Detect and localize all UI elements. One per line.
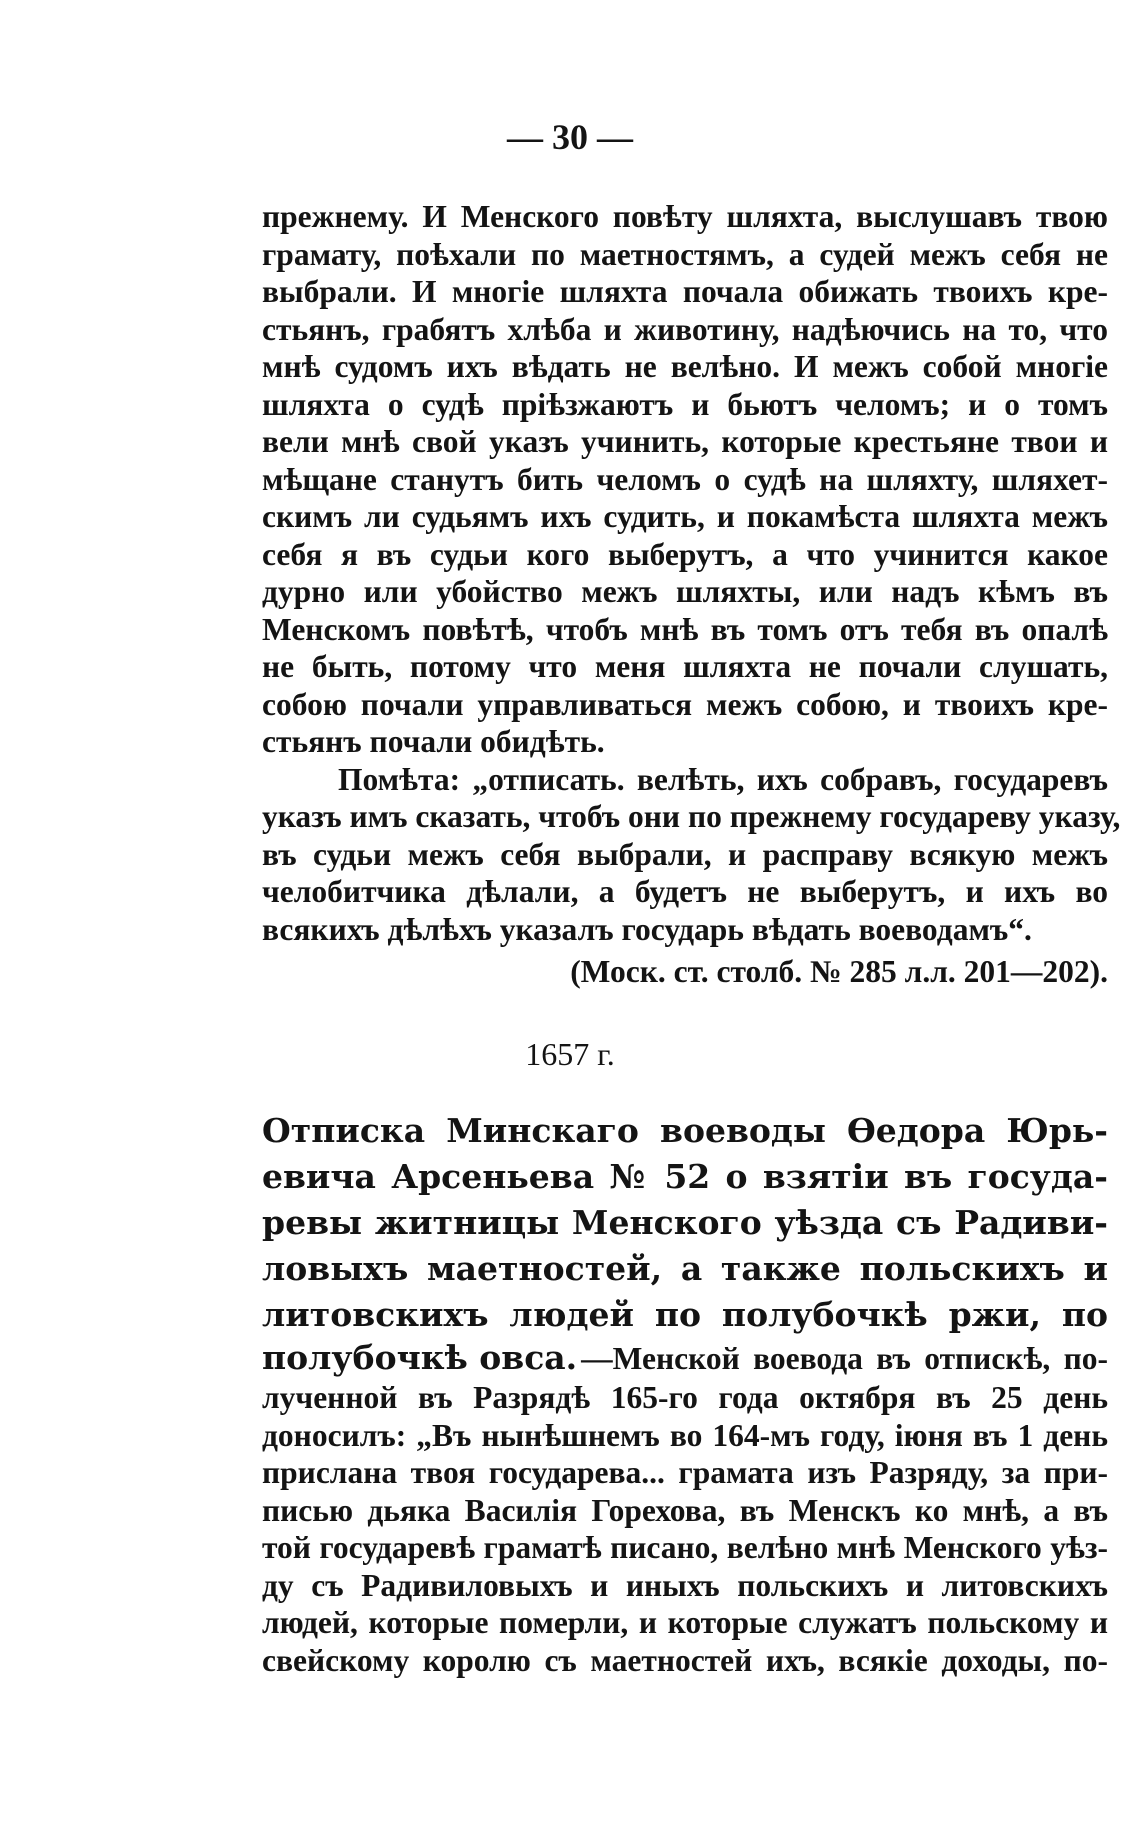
text-line: прежнему. И Менского повѣту шляхта, выслушавъ твою: [262, 199, 1108, 234]
page-number: — 30 —: [507, 117, 633, 157]
document-heading-block: [262, 1108, 1108, 1679]
text-line: грамату, поѣхали по маетностямъ, а судей межъ себя не: [262, 236, 1108, 272]
text-line: доносилъ: „Въ нынѣшнемъ во 164-мъ году, іюня въ 1 день: [262, 1417, 1108, 1453]
text-line: мѣщане станутъ бить челомъ о судѣ на шляхту, шляхет-: [262, 461, 1108, 497]
text-line: писью дьяка Василія Горехова, въ Менскъ ко мнѣ, а въ: [262, 1492, 1108, 1528]
text-line: Менскомъ повѣтѣ, чтобъ мнѣ въ томъ отъ тебя въ опалѣ: [262, 611, 1108, 647]
text-line: стьянъ почали обидѣть.: [262, 724, 605, 759]
body-text: [262, 1379, 1108, 1679]
second-paragraph: [262, 761, 1121, 949]
main-text-column: [262, 198, 1121, 992]
section-year: 1657 г.: [525, 1036, 615, 1072]
text-line: свейскому королю съ маетностей ихъ, всякіе доходы, по-: [262, 1642, 1108, 1678]
text-line: всякихъ дѣлѣхъ указалъ государь вѣдать воеводамъ“.: [262, 911, 1032, 947]
heading-line: литовскихъ людей по полубочкѣ ржи, по: [262, 1295, 1108, 1334]
text-line: указъ имъ сказать, чтобъ они по прежнему государеву указу,: [262, 799, 1121, 834]
text-line: Помѣта: „отписать. велѣть, ихъ собравъ, государевъ: [338, 761, 1108, 797]
text-line: скимъ ли судьямъ ихъ судить, и покамѣста шляхта межъ: [262, 499, 1108, 534]
heading-line: ловыхъ маетностей, а также польскихъ и: [262, 1249, 1108, 1288]
text-line: стьянъ, грабятъ хлѣба и животину, надѣючись на то, что: [262, 311, 1108, 347]
text-line: лученной въ Разрядѣ 165-го года октября въ 25 день: [262, 1380, 1108, 1415]
heading-line: Отписка Минскаго воеводы Ѳедора Юрь-: [262, 1111, 1108, 1150]
text-line: выбрали. И многіе шляхта почала обижать твоихъ кре-: [262, 274, 1108, 309]
text-line: не быть, потому что меня шляхта не почали слушать,: [262, 649, 1108, 684]
text-line: ду съ Радивиловыхъ и иныхъ польскихъ и литовскихъ: [262, 1567, 1108, 1603]
heading-tail: полубочкѣ овса.: [262, 1338, 578, 1377]
text-line: челобитчика дѣлали, а будетъ не выберутъ, и ихъ во: [262, 874, 1108, 909]
text-line: той государевѣ граматѣ писано, велѣно мнѣ Менского уѣз-: [262, 1530, 1108, 1565]
heading-line: евича Арсеньева № 52 о взятіи въ госуда-: [262, 1157, 1108, 1196]
text-line: дурно или убойство межъ шляхты, или надъ кѣмъ въ: [262, 574, 1108, 609]
text-line: собою почали управливаться межъ собою, и твоихъ кре-: [262, 686, 1108, 722]
text-line: вели мнѣ свой указъ учинить, которые крестьяне твои и: [262, 424, 1108, 459]
text-line: людей, которые померли, и которые служатъ польскому и: [262, 1605, 1108, 1640]
text-line: мнѣ судомъ ихъ вѣдать не велѣно. И межъ собой многіе: [262, 349, 1108, 384]
text-line: прислана твоя государева... грамата изъ Разряду, за при-: [262, 1455, 1108, 1490]
heading-line: ревы житницы Менского уѣзда съ Радиви-: [262, 1203, 1108, 1242]
text-line: себя я въ судьи кого выберутъ, а что учинится какое: [262, 536, 1108, 572]
document-heading: [262, 1108, 1108, 1338]
first-paragraph: [262, 198, 1108, 761]
source-reference: (Моск. ст. столб. № 285 л.л. 201—202).: [570, 954, 1108, 989]
body-start: —Менской воевода въ отпискѣ, по-: [581, 1341, 1108, 1376]
heading-tail-line: [262, 1338, 1108, 1379]
text-line: шляхта о судѣ пріѣзжаютъ и бьютъ челомъ; и о томъ: [262, 386, 1108, 422]
text-line: въ судьи межъ себя выбрали, и расправу всякую межъ: [262, 836, 1108, 872]
